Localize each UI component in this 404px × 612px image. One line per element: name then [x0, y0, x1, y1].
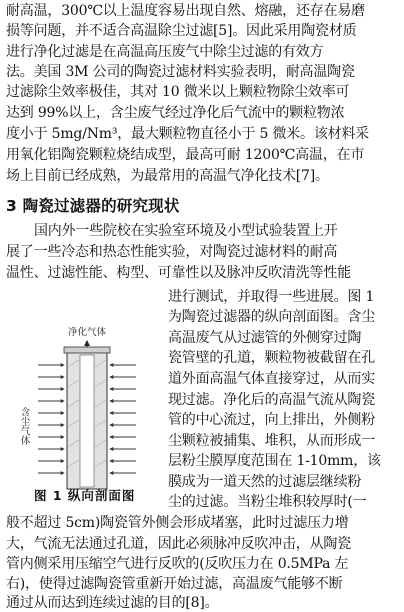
tube-inner-channel	[80, 355, 94, 487]
filter-diagram	[10, 327, 165, 492]
text-line: 现过滤。净化后的高温气流从陶瓷	[168, 392, 375, 408]
text-line: 过滤除尘效率极佳，其对 10 微米以上颗粒物除尘效率可	[6, 84, 350, 100]
text-line: 管内侧采用压缩空气进行反吹的(反吹压力在 0.5MPa 左	[6, 556, 349, 572]
text-line: 道外面高温气体直接穿过，从而实	[168, 371, 375, 387]
text-line: 展了一些冷态和热态性能实验，对陶瓷过滤材料的耐高	[6, 244, 338, 260]
text-line: 场上目前已经成熟，为最常用的高温气净化技术[7]。	[6, 168, 329, 184]
figure-caption: 图 1 纵向剖面图	[34, 488, 136, 503]
text-line: 般不超过 5cm)陶瓷管外侧会形成堵塞，此时过滤压力增	[6, 515, 349, 531]
text-line: 尘颗粒被捕集、堆积，从而形成一	[168, 433, 375, 449]
dusty-gas-label: 含尘气体	[18, 407, 30, 445]
text-line: 达到 99%以上，含尘废气经过净化后气流中的颗粒物浓	[6, 105, 345, 121]
text-line: 温性、过滤性能、构型、可靠性以及脉冲反吹清洗等性能	[6, 265, 351, 281]
text-line: 高温废气从过滤管的外侧穿过陶	[168, 330, 362, 346]
purified-gas-label: 净化气体	[67, 327, 107, 338]
text-line: 大，气流无法通过孔道，因此必须脉冲反吹冲击，从陶瓷	[6, 536, 351, 552]
inflow-arrows-right	[110, 365, 136, 473]
text-line: 层粉尘膜厚度范围在 1-10mm，该	[168, 453, 381, 469]
text-line: 耐高温，300℃以上温度容易出现自然、熔融，还存在易磨	[6, 3, 365, 19]
text-line: 右)，使得过滤陶瓷管重新开始过滤，高温废气能够不断	[6, 576, 343, 592]
section-heading: 3 陶瓷过滤器的研究现状	[6, 197, 180, 215]
text-line: 进行测试，并取得一些进展。图 1	[168, 289, 375, 305]
inflow-arrows-left	[38, 365, 64, 473]
text-line: 尘的过滤。当粉尘堆积较厚时(一	[168, 494, 367, 510]
text-line: 用氧化铝陶瓷颗粒烧结成型，最高可耐 1200℃高温，在市	[6, 147, 365, 163]
text-line: 管的中心流过，向上排出，外侧粉	[168, 412, 375, 428]
figure-1	[10, 327, 165, 492]
text-line: 国内外一些院校在实验室环境及小型试验装置上开	[34, 223, 338, 239]
text-line: 进行净化过滤是在高温高压废气中除尘过滤的有效方	[6, 44, 324, 60]
text-line: 瓷管壁的孔道，颗粒物被截留在孔	[168, 350, 375, 366]
text-line: 膜成为一道天然的过滤层继续粉	[168, 474, 362, 490]
text-line: 法。美国 3M 公司的陶瓷过滤材料实验表明，耐高温陶瓷	[6, 64, 355, 80]
text-line: 为陶瓷过滤器的纵向剖面图。含尘	[168, 309, 375, 325]
tube-cap	[64, 347, 110, 353]
text-line: 损等问题，并不适合高温除尘过滤[5]。因此采用陶瓷材质	[6, 23, 357, 39]
text-line: 度小于 5mg/Nm³，最大颗粒物直径小于 5 微米。该材料采	[6, 126, 370, 142]
text-line: 通过从而达到连续过滤的目的[8]。	[6, 595, 219, 611]
